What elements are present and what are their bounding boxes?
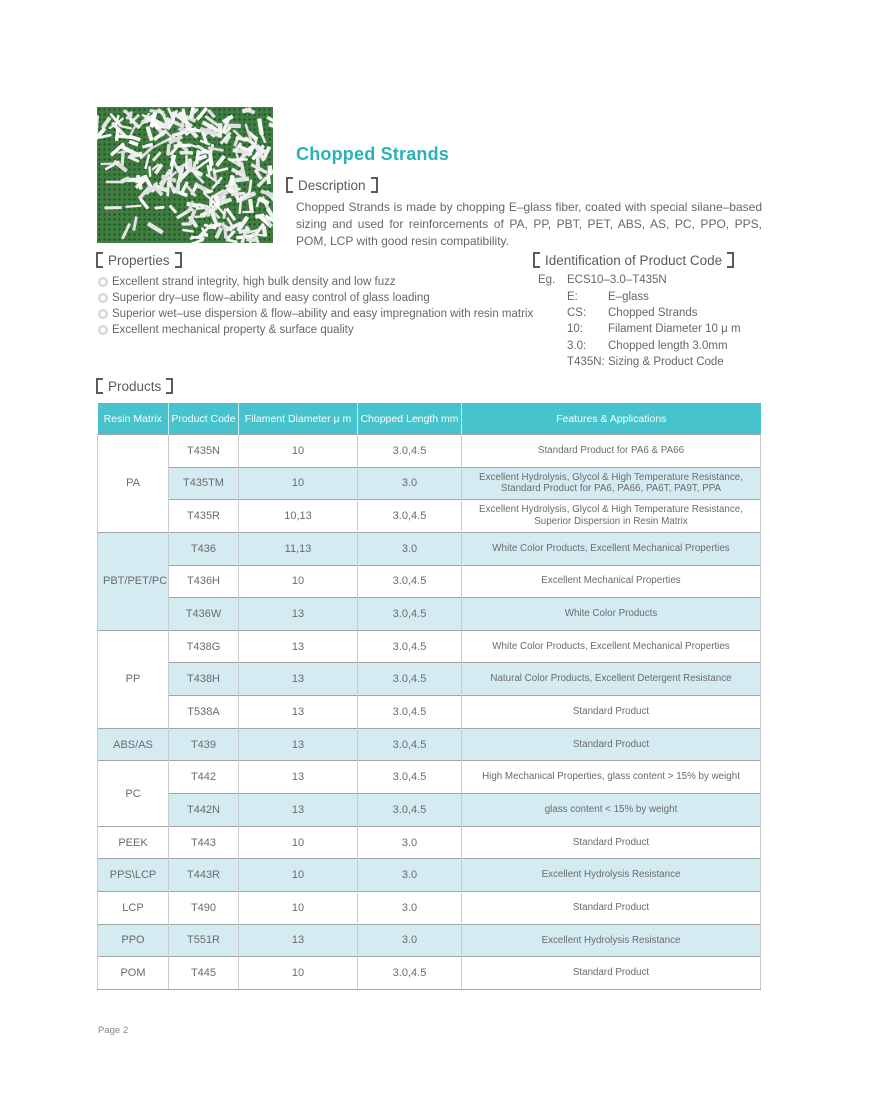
features-cell: High Mechanical Properties, glass content > 15% by weight — [462, 761, 761, 794]
features-cell: Standard Product for PA6 & PA66 — [462, 435, 761, 468]
table-row — [98, 859, 761, 892]
filament-diameter-cell: 10 — [239, 826, 358, 859]
chopped-length-cell: 3.0,4.5 — [358, 728, 462, 761]
right-bracket-icon — [371, 177, 378, 193]
bullet-ring-icon — [98, 277, 108, 287]
filament-diameter-cell: 10 — [239, 859, 358, 892]
table-row — [98, 891, 761, 924]
product-code-cell: T438G — [169, 630, 239, 663]
table-row — [98, 761, 761, 794]
column-header: Chopped Length mm — [358, 403, 462, 435]
column-header: Product Code — [169, 403, 239, 435]
code-part: E: — [567, 290, 578, 303]
filament-diameter-cell: 13 — [239, 794, 358, 827]
filament-diameter-cell: 10 — [239, 435, 358, 468]
filament-diameter-cell: 10 — [239, 957, 358, 990]
filament-diameter-cell: 13 — [239, 663, 358, 696]
features-cell: glass content < 15% by weight — [462, 794, 761, 827]
filament-diameter-cell: 11,13 — [239, 532, 358, 565]
table-header-row — [98, 403, 761, 435]
properties-list — [98, 274, 533, 338]
table-row — [98, 794, 761, 827]
resin-matrix-cell: PPS\LCP — [98, 859, 169, 892]
column-header: Features & Applications — [462, 403, 761, 435]
filament-diameter-cell: 13 — [239, 924, 358, 957]
code-breakdown-row — [567, 354, 741, 370]
features-cell: White Color Products, Excellent Mechanical Properties — [462, 630, 761, 663]
features-cell: Standard Product — [462, 728, 761, 761]
resin-matrix-cell: PBT/PET/PC — [98, 532, 169, 630]
filament-diameter-cell: 13 — [239, 630, 358, 663]
table-row — [98, 630, 761, 663]
filament-diameter-cell: 13 — [239, 696, 358, 729]
products-table — [97, 403, 761, 990]
resin-matrix-cell: PPO — [98, 924, 169, 957]
resin-matrix-cell: PP — [98, 630, 169, 728]
table-row — [98, 500, 761, 533]
table-row — [98, 728, 761, 761]
table-row — [98, 565, 761, 598]
property-item — [98, 306, 533, 322]
chopped-strands-photo — [97, 107, 273, 243]
code-part-meaning: Filament Diameter 10 μ m — [608, 323, 741, 336]
code-part: CS: — [567, 306, 587, 319]
properties-heading — [96, 252, 182, 268]
products-heading — [96, 378, 173, 394]
filament-diameter-cell: 10 — [239, 467, 358, 500]
property-text: Superior dry–use flow–ability and easy control of glass loading — [112, 291, 430, 304]
features-cell: White Color Products, Excellent Mechanical Properties — [462, 532, 761, 565]
chopped-length-cell: 3.0,4.5 — [358, 598, 462, 631]
product-code-cell: T443 — [169, 826, 239, 859]
property-text: Excellent strand integrity, high bulk density and low fuzz — [112, 275, 396, 288]
product-code-cell: T442 — [169, 761, 239, 794]
product-code-cell: T443R — [169, 859, 239, 892]
table-row — [98, 957, 761, 990]
code-breakdown-row — [567, 338, 741, 354]
bullet-ring-icon — [98, 325, 108, 335]
code-part-meaning: E–glass — [608, 290, 649, 303]
description-heading — [286, 177, 378, 193]
code-breakdown-row — [567, 288, 741, 304]
column-header: Filament Diameter μ m — [239, 403, 358, 435]
right-bracket-icon — [166, 378, 173, 394]
product-code-cell: T538A — [169, 696, 239, 729]
chopped-length-cell: 3.0,4.5 — [358, 957, 462, 990]
features-cell: Standard Product — [462, 826, 761, 859]
resin-matrix-cell: LCP — [98, 891, 169, 924]
table-row — [98, 826, 761, 859]
chopped-length-cell: 3.0 — [358, 924, 462, 957]
chopped-length-cell: 3.0,4.5 — [358, 500, 462, 533]
left-bracket-icon — [533, 252, 540, 268]
code-part: 3.0: — [567, 339, 587, 352]
product-code-cell: T490 — [169, 891, 239, 924]
product-code-cell: T436 — [169, 532, 239, 565]
product-code-cell: T439 — [169, 728, 239, 761]
chopped-length-cell: 3.0,4.5 — [358, 435, 462, 468]
bullet-ring-icon — [98, 309, 108, 319]
filament-diameter-cell: 10 — [239, 891, 358, 924]
features-cell: Standard Product — [462, 891, 761, 924]
features-cell: Excellent Hydrolysis, Glycol & High Temperature Resistance, Superior Dispersion in Resin Matrix — [462, 500, 761, 533]
product-code-cell: T551R — [169, 924, 239, 957]
table-row — [98, 663, 761, 696]
chopped-length-cell: 3.0,4.5 — [358, 565, 462, 598]
identification-heading — [533, 252, 734, 268]
property-text: Superior wet–use dispersion & flow–ability and easy impregnation with resin matrix — [112, 307, 534, 320]
glass-strands-illustration — [97, 107, 273, 243]
chopped-length-cell: 3.0,4.5 — [358, 630, 462, 663]
property-item — [98, 274, 533, 290]
filament-diameter-cell: 10 — [239, 565, 358, 598]
chopped-length-cell: 3.0 — [358, 532, 462, 565]
eg-label: Eg. — [538, 274, 556, 287]
table-row — [98, 598, 761, 631]
product-code-cell: T436H — [169, 565, 239, 598]
chopped-length-cell: 3.0,4.5 — [358, 794, 462, 827]
property-item — [98, 322, 533, 338]
product-code-cell: T442N — [169, 794, 239, 827]
code-part: 10: — [567, 323, 583, 336]
chopped-length-cell: 3.0,4.5 — [358, 663, 462, 696]
code-breakdown-row — [567, 305, 741, 321]
column-header: Resin Matrix — [98, 403, 169, 435]
chopped-length-cell: 3.0,4.5 — [358, 761, 462, 794]
table-row — [98, 435, 761, 468]
features-cell: Standard Product — [462, 957, 761, 990]
table-row — [98, 696, 761, 729]
product-code-cell: T445 — [169, 957, 239, 990]
bullet-ring-icon — [98, 293, 108, 303]
table-row — [98, 467, 761, 500]
products-heading-label: Products — [108, 378, 162, 394]
product-code-cell: T435TM — [169, 467, 239, 500]
code-part: T435N: — [567, 356, 605, 369]
page-number: Page 2 — [98, 1025, 129, 1036]
resin-matrix-cell: PC — [98, 761, 169, 826]
resin-matrix-cell: PA — [98, 435, 169, 533]
left-bracket-icon — [286, 177, 293, 193]
description-text: Chopped Strands is made by chopping E–glass fiber, coated with special silane–based sizing and used for reinforcements of PA, PP, PBT, PET, ABS, AS, PC, PPO, PPS, POM, LCP with good resin compatibility. — [296, 200, 762, 248]
chopped-length-cell: 3.0 — [358, 826, 462, 859]
chopped-length-cell: 3.0 — [358, 859, 462, 892]
filament-diameter-cell: 13 — [239, 761, 358, 794]
filament-diameter-cell: 13 — [239, 728, 358, 761]
property-item — [98, 290, 533, 306]
table-row — [98, 532, 761, 565]
features-cell: Natural Color Products, Excellent Detergent Resistance — [462, 663, 761, 696]
code-part-meaning: Chopped length 3.0mm — [608, 339, 728, 352]
example-code: ECS10–3.0–T435N — [567, 274, 667, 287]
features-cell: White Color Products — [462, 598, 761, 631]
description-heading-label: Description — [298, 177, 366, 193]
features-cell: Excellent Hydrolysis Resistance — [462, 924, 761, 957]
filament-diameter-cell: 13 — [239, 598, 358, 631]
chopped-length-cell: 3.0 — [358, 467, 462, 500]
product-code-cell: T436W — [169, 598, 239, 631]
chopped-length-cell: 3.0 — [358, 891, 462, 924]
left-bracket-icon — [96, 378, 103, 394]
features-cell: Standard Product — [462, 696, 761, 729]
resin-matrix-cell: POM — [98, 957, 169, 990]
table-row — [98, 924, 761, 957]
left-bracket-icon — [96, 252, 103, 268]
product-code-cell: T435R — [169, 500, 239, 533]
identification-heading-label: Identification of Product Code — [545, 252, 723, 268]
filament-diameter-cell: 10,13 — [239, 500, 358, 533]
features-cell: Excellent Hydrolysis, Glycol & High Temperature Resistance, Standard Product for PA6, PA66, PA6T, PA9T, PPA — [462, 467, 761, 500]
resin-matrix-cell: ABS/AS — [98, 728, 169, 761]
right-bracket-icon — [175, 252, 182, 268]
property-text: Excellent mechanical property & surface quality — [112, 323, 354, 336]
page-title: Chopped Strands — [296, 144, 450, 164]
code-breakdown-row — [567, 321, 741, 337]
code-part-meaning: Sizing & Product Code — [608, 356, 724, 369]
chopped-length-cell: 3.0,4.5 — [358, 696, 462, 729]
product-code-cell: T438H — [169, 663, 239, 696]
properties-heading-label: Properties — [108, 252, 170, 268]
product-code-example — [538, 272, 741, 370]
resin-matrix-cell: PEEK — [98, 826, 169, 859]
product-code-cell: T435N — [169, 435, 239, 468]
example-code-line — [538, 272, 741, 288]
features-cell: Excellent Mechanical Properties — [462, 565, 761, 598]
code-part-meaning: Chopped Strands — [608, 306, 698, 319]
features-cell: Excellent Hydrolysis Resistance — [462, 859, 761, 892]
right-bracket-icon — [727, 252, 734, 268]
